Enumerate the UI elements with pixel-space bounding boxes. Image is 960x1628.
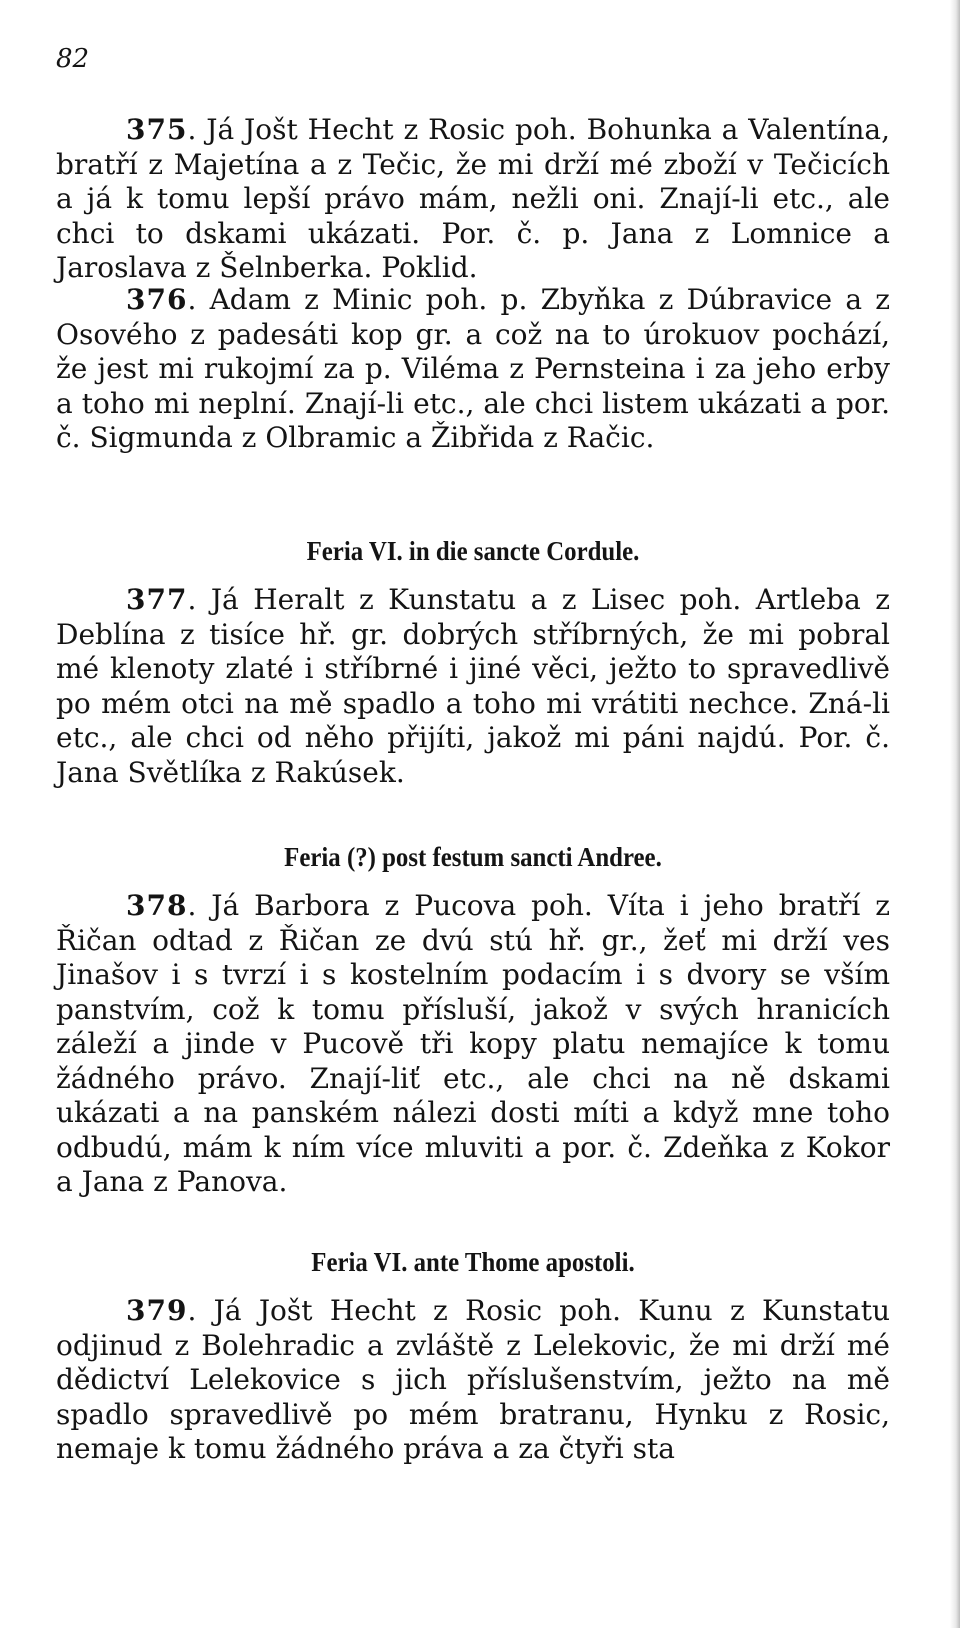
entry-number: 377 [126, 583, 188, 616]
entry-number: 379 [126, 1294, 188, 1327]
entry-375: 375. Já Jošt Hecht z Rosic poh. Bohunka a Valentína, bratří z Majetína a z Tečic, že mi drží mé zboží v Tečicích a já k tomu lepší právo mám, nežli oni. Znají-li etc., ale chci to dskami ukázati. Por. č. p. Jana z Lomnice a Jaroslava z Šelnberka. Poklid. [56, 113, 890, 284]
page-edge-shadow [950, 0, 960, 1628]
entry-377: 377. Já Heralt z Kunstatu a z Lisec poh. Artleba z Deblína z tisíce hř. gr. dobrých stříbrných, že mi pobral mé klenoty zlaté i stříbrné i jiné věci, ježto to spravedlivě po mém otci na mě spadlo a toho mi vrátiti nechce. Zná-li etc., ale chci od něho přijíti, jakož mi páni najdú. Por. č. Jana Světlíka z Rakúsek. [56, 583, 890, 789]
section-heading: Feria VI. in die sancte Cordule. [306, 536, 640, 566]
entry-text: Já Barbora z Pucova poh. Víta i jeho bratří z Řičan odtad z Řičan ze dvú stú hř. gr., žeť mi drží ves Jinašov i s tvrzí i s kostelním podacím i s dvory se vším panstvím, což k tomu přísluší, jakož v svých hranicích záleží a jinde v Pucově tři kopy platu nemajíce k tomu žádného právo. Znají-liť etc., ale chci na ně dskami ukázati a na panském nálezi dosti míti a když mne toho odbudú, mám k ním více mluviti a por. č. Zdeňka z Kokor a Jana z Panova. [56, 889, 890, 1198]
section-heading: Feria VI. ante Thome apostoli. [311, 1247, 635, 1277]
section-heading: Feria (?) post festum sancti Andree. [284, 842, 662, 872]
entry-376: 376. Adam z Minic poh. p. Zbyňka z Dúbravice a z Osového z padesáti kop gr. a což na to úrokuov pochází, že jest mi rukojmí za p. Viléma z Pernsteina i za jeho erby a toho mi neplní. Znají-li etc., ale chci listem ukázati a por. č. Sigmunda z Olbramic a Žibřida z Račic. [56, 283, 890, 454]
entry-number: 376 [126, 283, 188, 316]
entry-text: Já Jošt Hecht z Rosic poh. Bohunka a Valentína, bratří z Majetína a z Tečic, že mi drží mé zboží v Tečicích a já k tomu lepší právo mám, nežli oni. Znají-li etc., ale chci to dskami ukázati. Por. č. p. Jana z Lomnice a Jaroslava z Šelnberka. Poklid. [56, 113, 890, 284]
entry-text: Já Jošt Hecht z Rosic poh. Kunu z Kunstatu odjinud z Bolehradic a zvláště z Lelekovic, že mi drží mé dědictví Lelekovice s jich příslušenstvím, ježto na mě spadlo spravedlivě po mém bratranu, Hynku z Rosic, nemaje k tomu žádného práva a za čtyři sta [56, 1294, 890, 1465]
entry-text: Adam z Minic poh. p. Zbyňka z Dúbravice a z Osového z padesáti kop gr. a což na to úrokuov pochází, že jest mi rukojmí za p. Viléma z Pernsteina i za jeho erby a toho mi neplní. Znají-li etc., ale chci listem ukázati a por. č. Sigmunda z Olbramic a Žibřida z Račic. [56, 283, 890, 454]
entry-text: Já Heralt z Kunstatu a z Lisec poh. Artleba z Deblína z tisíce hř. gr. dobrých stříbrných, že mi pobral mé klenoty zlaté i stříbrné i jiné věci, ježto to spravedlivě po mém otci na mě spadlo a toho mi vrátiti nechce. Zná-li etc., ale chci od něho přijíti, jakož mi páni najdú. Por. č. Jana Světlíka z Rakúsek. [56, 583, 890, 789]
page-number: 82 [56, 44, 90, 74]
entry-number: 378 [126, 889, 188, 922]
entry-378: 378. Já Barbora z Pucova poh. Víta i jeho bratří z Řičan odtad z Řičan ze dvú stú hř. gr., žeť mi drží ves Jinašov i s tvrzí i s kostelním podacím i s dvory se vším panstvím, což k tomu přísluší, jakož v svých hranicích záleží a jinde v Pucově tři kopy platu nemajíce k tomu žádného právo. Znají-liť etc., ale chci na ně dskami ukázati a na panském nálezi dosti míti a když mne toho odbudú, mám k ním více mluviti a por. č. Zdeňka z Kokor a Jana z Panova. [56, 889, 890, 1198]
entry-379: 379. Já Jošt Hecht z Rosic poh. Kunu z Kunstatu odjinud z Bolehradic a zvláště z Lelekovic, že mi drží mé dědictví Lelekovice s jich příslušenstvím, ježto na mě spadlo spravedlivě po mém bratranu, Hynku z Rosic, nemaje k tomu žádného práva a za čtyři sta [56, 1294, 890, 1465]
entry-number: 375 [126, 113, 188, 146]
